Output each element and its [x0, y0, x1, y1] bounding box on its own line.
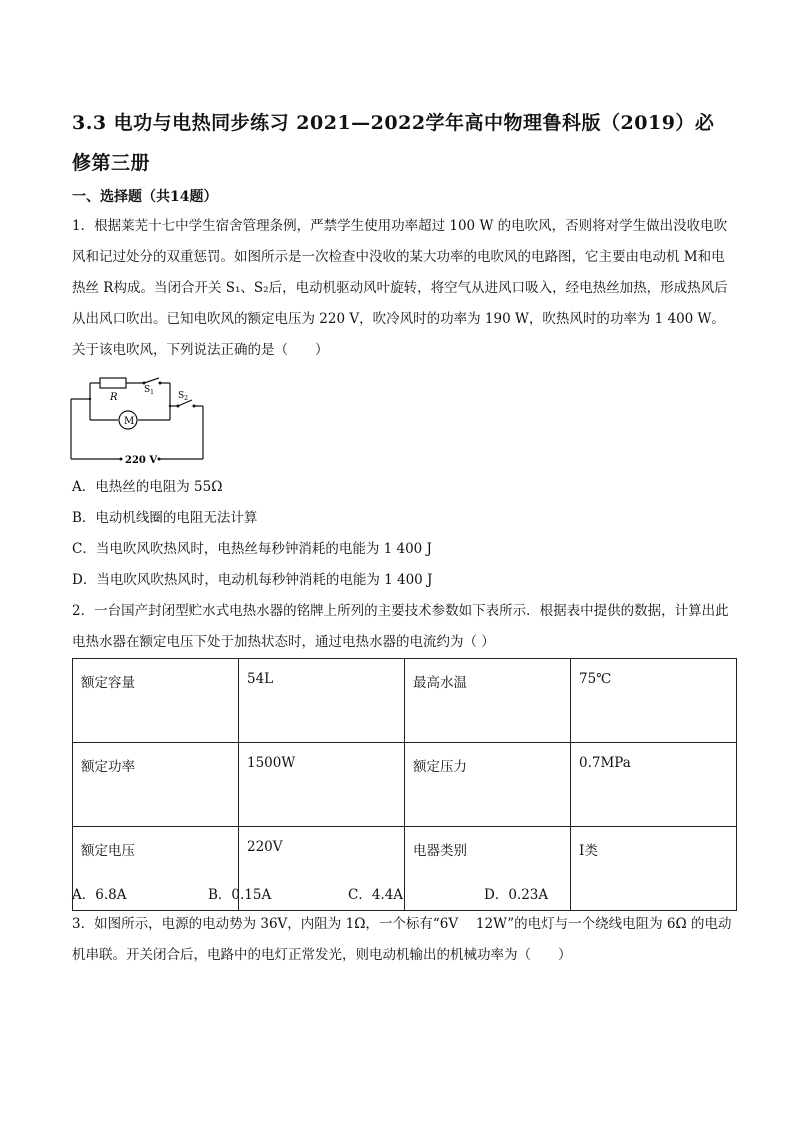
table-cell: 1500W — [239, 743, 405, 827]
switch-s2-label: $S_2$ — [178, 391, 188, 402]
section-heading: 一、选择题（共14题） — [72, 189, 218, 205]
question-1-text: 1．根据莱芜十七中学生宿舍管理条例，严禁学生使用功率超过 100 W 的电吹风，否则将对学生做出没收电吹风和记过处分的双重惩罚。如图所示是一次检查中没收的某大功率的电吹风的电路图，它主要由电动机 M和电热丝 R构成。当闭合开关 S₁、S₂后，电动机驱动风叶旋转，将空气从进风口吸入，经电热丝加热，形成热风后从出风口吹出。已知电吹风的额定电压为 220 V，吹冷风时的功率为 190 W，吹热风时的功率为 1 400 W。关于该电吹风，下列说法正确的是（ ） — [72, 218, 728, 358]
page-title: 3.3 电功与电热同步练习 2021—2022学年高中物理鲁科版（2019）必修第三册 — [72, 112, 715, 174]
table-cell: 0.7MPa — [571, 743, 737, 827]
switch-s1-label: $S_1$ — [144, 385, 154, 396]
table-cell: 最高水温 — [405, 659, 571, 743]
table-cell: 54L — [239, 659, 405, 743]
q1-option-c: C．当电吹风吹热风时，电热丝每秒钟消耗的电能为 1 400 J — [72, 541, 432, 557]
table-cell: 额定容量 — [73, 659, 239, 743]
circuit-diagram — [66, 370, 211, 470]
table-cell: 电器类别 — [405, 827, 571, 911]
q2-option-a: A．6.8A — [72, 887, 127, 903]
table-row — [73, 743, 737, 827]
table-cell: 额定电压 — [73, 827, 239, 911]
q1-option-d: D．当电吹风吹热风时，电动机每秒钟消耗的电能为 1 400 J — [72, 572, 433, 588]
table-cell: 额定压力 — [405, 743, 571, 827]
resistor-label: R — [110, 392, 118, 403]
question-2-text: 2．一台国产封闭型贮水式电热水器的铭牌上所列的主要技术参数如下表所示．根据表中提供的数据，计算出此电热水器在额定电压下处于加热状态时，通过电热水器的电流约为（ ） — [72, 603, 729, 650]
motor-label: M — [124, 416, 135, 427]
q2-option-d: D．0.23A — [484, 887, 549, 903]
q2-options — [72, 883, 548, 903]
q1-option-a: A．电热丝的电阻为 55Ω — [72, 479, 223, 495]
question-3-text: 3．如图所示，电源的电动势为 36V，内阻为 1Ω，一个标有“6V 12W”的电灯与一个绕线电阻为 6Ω 的电动机串联。开关闭合后，电路中的电灯正常发光，则电动机输出的机械功率为（ ） — [72, 916, 732, 963]
table-cell: 额定功率 — [73, 743, 239, 827]
table-cell: I类 — [571, 827, 737, 911]
table-cell: 220V — [239, 827, 405, 911]
q2-option-c: C．4.4A — [348, 887, 404, 903]
table-cell: 75℃ — [571, 659, 737, 743]
spec-table — [72, 658, 737, 911]
q2-option-b: B．0.15A — [208, 887, 272, 903]
table-row — [73, 659, 737, 743]
voltage-label: 220 V — [125, 455, 158, 466]
q1-option-b: B．电动机线圈的电阻无法计算 — [72, 510, 258, 526]
